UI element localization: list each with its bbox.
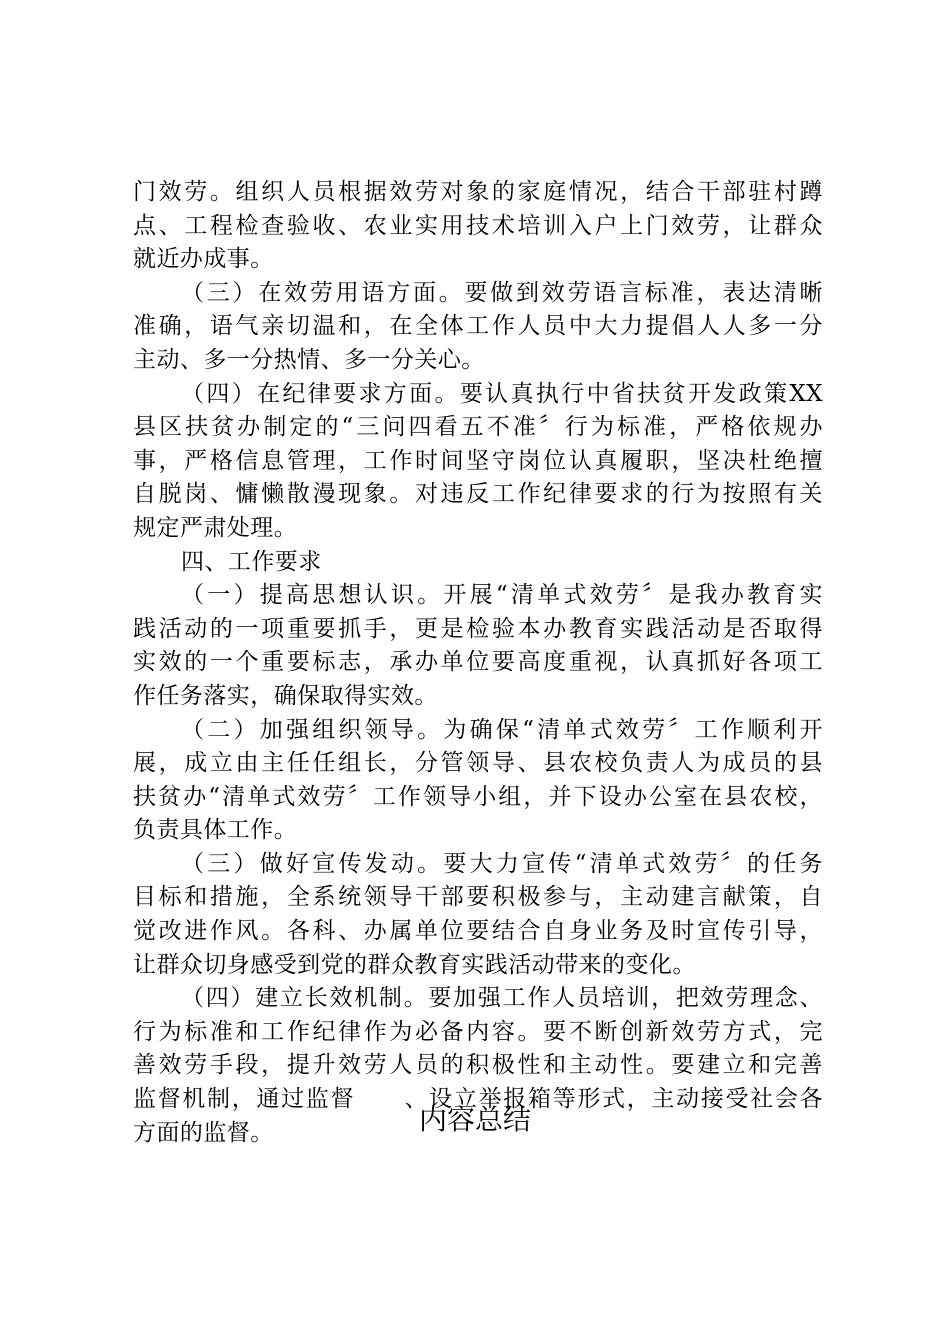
paragraph-line: 监督机制，通过监督 、设立举报箱等形式，主动接受社会各 xyxy=(133,1086,823,1113)
paragraph-line: （四）建立长效机制。要加强工作人员培训，把效劳理念、 xyxy=(181,985,823,1012)
section-heading: 四、工作要求 xyxy=(181,548,322,575)
paragraph-line: 展，成立由主任任组长，分管领导、县农校负责人为成员的县 xyxy=(133,750,823,777)
paragraph-line: 事，严格信息管理，工作时间坚守岗位认真履职，坚决杜绝擅 xyxy=(133,447,823,474)
paragraph-line: 就近办成事。 xyxy=(133,246,274,273)
paragraph-line: 门效劳。组织人员根据效劳对象的家庭情况，结合干部驻村蹲 xyxy=(133,179,823,205)
paragraph-line: （四）在纪律要求方面。要认真执行中省扶贫开发政策XX xyxy=(181,380,823,407)
paragraph-line: 负责具体工作。 xyxy=(133,817,298,844)
paragraph-line: （一）提高思想认识。开展“清单式效劳〞是我办教育实 xyxy=(181,582,823,609)
paragraph-line: 点、工程检查验收、农业实用技术培训入户上门效劳，让群众 xyxy=(133,212,823,239)
paragraph-line: 自脱岗、慵懒散漫现象。对违反工作纪律要求的行为按照有关 xyxy=(133,481,823,508)
paragraph-line: 作任务落实，确保取得实效。 xyxy=(133,682,438,709)
paragraph-line: （三）在效劳用语方面。要做到效劳语言标准，表达清晰 xyxy=(181,279,823,306)
paragraph-line: 让群众切身感受到党的群众教育实践活动带来的变化。 xyxy=(133,951,696,978)
paragraph-line: 县区扶贫办制定的“三问四看五不准〞行为标准，严格依规办 xyxy=(133,414,823,441)
paragraph-line: 实效的一个重要标志，承办单位要高度重视，认真抓好各项工 xyxy=(133,649,823,676)
paragraph-line: 主动、多一分热情、多一分关心。 xyxy=(133,346,485,373)
paragraph-line: 准确，语气亲切温和，在全体工作人员中大力提倡人人多一分 xyxy=(133,313,823,340)
document-body xyxy=(133,176,823,1150)
paragraph-line: 践活动的一项重要抓手，更是检验本办教育实践活动是否取得 xyxy=(133,615,823,642)
paragraph-line: 行为标准和工作纪律作为必备内容。要不断创新效劳方式，完 xyxy=(133,1018,823,1045)
paragraph-line: （二）加强组织领导。为确保“清单式效劳〞工作顺利开 xyxy=(181,716,823,743)
paragraph-line: 觉改进作风。各科、办属单位要结合自身业务及时宣传引导， xyxy=(133,918,823,945)
paragraph-line: 方面的监督。 xyxy=(133,1119,274,1146)
paragraph-line: 目标和措施，全系统领导干部要积极参与，主动建言献策，自 xyxy=(133,884,823,911)
paragraph-line: 规定严肃处理。 xyxy=(133,514,298,541)
paragraph-line: （三）做好宣传发动。要大力宣传“清单式效劳〞的任务 xyxy=(181,850,823,877)
summary-title: 内容总结 xyxy=(418,1103,531,1136)
paragraph-line: 善效劳手段，提升效劳人员的积极性和主动性。要建立和完善 xyxy=(133,1052,823,1079)
paragraph-line: 扶贫办“清单式效劳〞工作领导小组，并下设办公室在县农校， xyxy=(133,783,823,810)
